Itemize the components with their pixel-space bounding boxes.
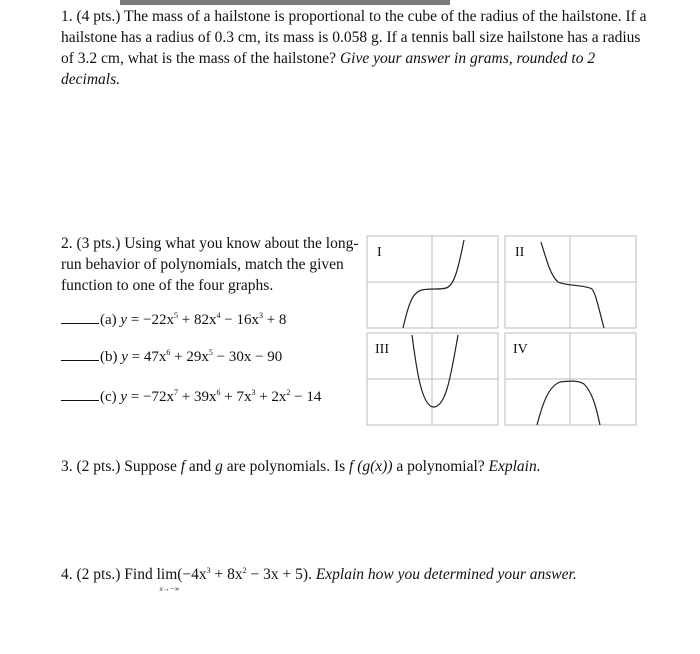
graph-label-IV: IV <box>513 342 528 357</box>
question-4-expression: $(-4x^3 + 8x^2 - 3x + 5)$. <box>177 566 316 584</box>
question-1-text: 1. (4 pts.) The mass of a hailstone is proportional to the cube of the radius of the hailstone. If a hailstone has a radius of 0.3 cm, its mass is 0.058 g. If a tennis ball size hailstone has a radius of 3.2 cm, what is the mass of the hailstone? <box>61 8 647 67</box>
graph-label-I: I <box>377 245 382 260</box>
limit-operator: lim x→−∞ <box>157 564 178 585</box>
graph-label-II: II <box>515 245 525 260</box>
question-4 <box>61 560 661 594</box>
graph-II-curve <box>541 242 604 328</box>
option-b-poly: $47x^6 + 29x^5 - 30x - 90$ <box>143 348 283 365</box>
question-3-text-d: a polynomial? <box>392 458 489 475</box>
option-a-lhs: y <box>120 312 128 328</box>
question-4-instruction: Explain how you determined your answer. <box>315 566 577 584</box>
question-4-text: 4. (2 pts.) Find <box>61 566 157 584</box>
option-b-lhs: y <box>121 349 128 365</box>
option-a-label: (a) <box>100 312 117 328</box>
option-b-label: (b) <box>100 349 118 365</box>
graph-IV-curve <box>537 381 600 425</box>
question-1-instruction: Give your answer in grams, rounded to 2 decimals. <box>61 50 596 88</box>
limit-subscript: x→−∞ <box>159 585 180 594</box>
option-a-poly: $-22x^5 + 82x^4 - 16x^3 + 8$ <box>143 311 287 328</box>
option-c-lhs: y <box>120 389 128 405</box>
question-2-intro: 2. (3 pts.) Using what you know about the long-run behavior of polynomials, match the given function to one of the four graphs. <box>61 235 359 294</box>
question-3-f: f <box>180 458 186 475</box>
graph-I-curve <box>403 240 464 328</box>
option-a: (a) $y = -22x^5 + 82x^4 - 16x^3 + 8$ <box>61 311 286 329</box>
question-3-g: g <box>215 458 223 475</box>
question-3-text-c: are polynomials. Is <box>222 458 350 475</box>
question-3 <box>61 456 661 477</box>
question-3-expression: f (g(x)) <box>349 458 393 475</box>
question-3-text-b: and <box>185 458 216 475</box>
question-3-instruction: Explain. <box>488 458 541 475</box>
question-3-text-a: 3. (2 pts.) Suppose <box>61 458 181 475</box>
option-c-poly: $-72x^7 + 39x^6 + 7x^3 + 2x^2 - 14$ <box>143 388 322 405</box>
option-c-label: (c) <box>100 389 117 405</box>
option-b: (b) $y = 47x^6 + 29x^5 - 30x - 90$ <box>61 348 282 366</box>
option-c: (c) $y = -72x^7 + 39x^6 + 7x^3 + 2x^2 - 14$ <box>61 388 321 406</box>
graph-label-III: III <box>375 342 389 357</box>
graph-III-curve <box>412 335 458 407</box>
